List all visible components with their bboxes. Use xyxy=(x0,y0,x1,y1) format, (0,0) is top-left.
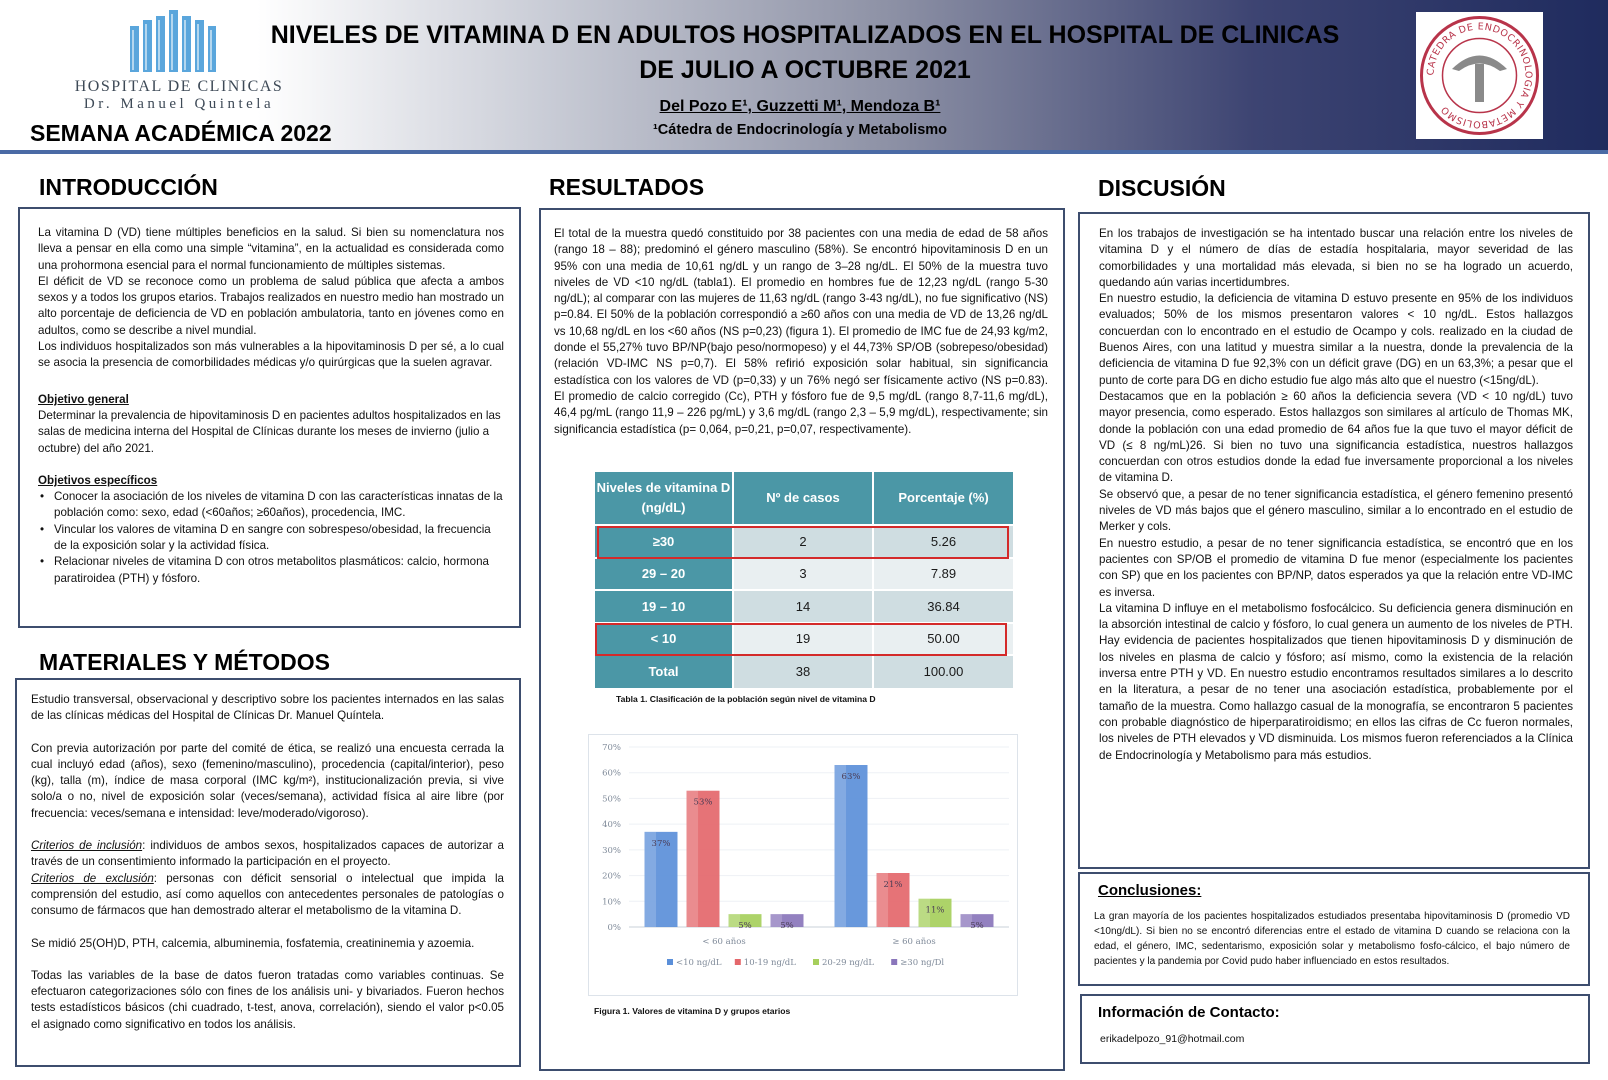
obj-general-text: Determinar la prevalencia de hipovitaminosis D en pacientes adultos hospitalizados en las salas de medicina interna del Hospital de Clínicas durante los meses de invierno (julio a octubre) del año 2021. xyxy=(38,408,501,455)
table-cell: 36.84 xyxy=(873,590,1013,623)
discussion-heading: DISCUSIÓN xyxy=(1098,175,1226,201)
conclusions-text: La gran mayoría de los pacientes hospitalizados estudiados presentaba hipovitaminosis D (promedio VD <10ng/dL). Si bien no se encontró diferencias entre el estado de vitamina D cuando se relaciona con la edad, el género, IMC, sedentarismo, exposición solar y metabolismo fosfo-cálcico, el bajo número de pacientes y la pandemia por Covid pudo haber influenciado en estos resultados. xyxy=(1094,911,1570,967)
table-cell: < 10 xyxy=(595,623,733,656)
table-cell: 38 xyxy=(733,655,873,688)
intro-p3: Los individuos hospitalizados son más vulnerables a la hipovitaminosis D per sé, a lo cual se asocia la presencia de comorbilidades médicas y/o quirúrgicas que la suelen agravar. xyxy=(38,340,504,370)
methods-text xyxy=(31,692,504,1033)
methods-p3: Se midió 25(OH)D, PTH, calcemia, albuminemia, fosfatemia, creatininemia y azoemia. xyxy=(31,936,475,950)
methods-p4: Todas las variables de la base de datos fueron tratadas como variables continuas. Se efectuaron categorizaciones sólo con fines de los análisis uni- y bivariados. Fueron hechos tests estadísticos básicos (chi cuadrado, t-test, anova, correlación), siendo el valor p<0.05 el asignado como significativo en todos los análisis. xyxy=(31,968,504,1031)
poster-header xyxy=(0,0,1608,150)
methods-box xyxy=(15,678,521,1067)
table-cell: 50.00 xyxy=(873,623,1013,656)
hospital-subname: Dr. Manuel Quintela xyxy=(83,96,275,112)
data-label: 5% xyxy=(780,921,794,932)
intro-p2: El déficit de VD se reconoce como un problema de salud pública que afecta a ambos sexos y a todos los grupos etarios. Trabajos realizados en nuestro medio han mostrado un alto porcentaje de deficiencia de VD en población ambulatoria, tanto en jóvenes como en adultos, como se describe a nivel mundial. xyxy=(38,274,504,337)
hospital-building-icon xyxy=(130,10,216,72)
discussion-p3: Destacamos que en la población ≥ 60 años la deficiencia severa (VD < 10 ng/dL) tuvo mayor presencia, como esperado. Estos hallazgos son similares al artículo de Thomas MK, donde la población con una edad promedio de 64 años fue la que tuvo el mayor déficit de VD (≤ 8 ng/mL)26. Si bien no tuvo una significancia estadística, nuestros hallazgos concuerdan con otros estudios donde la edad fue inversamente proporcional a los niveles de vitamina D. xyxy=(1099,389,1573,485)
seal-icon xyxy=(1416,12,1543,139)
legend-label: 10-19 ng/dL xyxy=(743,958,796,968)
y-tick-label: 50% xyxy=(602,794,621,805)
list-item: • Vincular los valores de vitamina D en sangre con sobrespeso/obesidad, la frecuencia de la exposición solar y la actividad física. xyxy=(38,522,504,555)
x-tick-label: ≥ 60 años xyxy=(892,937,936,947)
figure-caption: Figura 1. Valores de vitamina D y grupos etarios xyxy=(594,1006,791,1016)
intro-heading: INTRODUCCIÓN xyxy=(39,174,218,200)
data-label: 53% xyxy=(693,797,713,808)
discussion-p4: Se observó que, a pesar de no tener significancia estadística, el género femenino presentó niveles de VD más bajos que el género masculino, similar a lo encontrado en el estudio de Merker y cols. xyxy=(1099,487,1573,534)
endocrinology-seal xyxy=(1416,12,1543,139)
contact-heading: Información de Contacto: xyxy=(1098,1004,1280,1021)
table-highlight-10 xyxy=(595,623,1007,656)
affiliation: ¹Cátedra de Endocrinología y Metabolismo xyxy=(652,122,948,138)
discussion-p6: La vitamina D influye en el metabolismo fosfocálcico. Su deficiencia genera disminución en la absorción intestinal de calcio y fósforo, lo cual genera un aumento de los niveles de PTH. Hay evidencia de pacientes hospitalizados que tienen hipovitaminosis D y disminución de los niveles en plasma de calcio y fósforo; así mismo, como la existencia de la relación inversa entre PTH y VD. En nuestro estudio encontramos resultados similares a lo descrito en la literatura, a pesar de no tener una asociación estadística, probablemente por el tamaño de la muestra. Como hallazgo casual de la monografía, se encontraron 5 pacientes con probable diagnóstico de hiperparatiroidismo; en ellos las cifras de Cc fueron normales, los niveles de PTH elevados y VD disminuida. Los mismos fueron referenciados a la Clínica de Endocrinología y Metabolismo para más estudios. xyxy=(1099,601,1573,762)
y-tick-label: 30% xyxy=(602,845,621,856)
obj-general-heading: Objetivo general xyxy=(38,392,129,406)
hospital-name: HOSPITAL DE CLINICAS xyxy=(74,78,284,95)
table-cell: 5.26 xyxy=(873,525,1013,558)
y-tick-label: 20% xyxy=(602,871,621,882)
data-label: 63% xyxy=(841,772,861,782)
inclusion-label: Criterios de inclusión xyxy=(31,839,143,853)
exclusion-criteria xyxy=(31,871,504,920)
poster-title xyxy=(250,18,1360,88)
table-cell: 14 xyxy=(733,590,873,623)
table-header: Nº de casos xyxy=(733,472,873,525)
table-cell: ≥30 xyxy=(595,525,733,558)
table-cell: 7.89 xyxy=(873,558,1013,591)
y-tick-label: 10% xyxy=(602,897,621,908)
contact-email[interactable]: erikadelpozo_91@hotmail.com xyxy=(1100,1033,1245,1045)
y-tick-label: 70% xyxy=(602,743,621,753)
y-tick-label: 0% xyxy=(607,923,621,933)
legend-swatch xyxy=(735,959,741,965)
discussion-p1: En los trabajos de investigación se ha intentado buscar una relación entre los niveles de vitamina D y el número de días de estadía hospitalaria, mayor severidad de las comorbilidades y una mortalidad más elevada, si bien no se ha logrado un acuerdo, quedando aún varias incertidumbres. xyxy=(1099,227,1573,289)
chart-svg xyxy=(589,735,1019,997)
data-label: 21% xyxy=(883,880,903,890)
data-label: 5% xyxy=(970,921,984,932)
conclusions-heading: Conclusiones: xyxy=(1098,882,1202,899)
header-rule xyxy=(0,150,1608,154)
inclusion-text: : individuos de ambos sexos, hospitalizados capaces de autorizar a través de un consentimiento informado la participación en el proyecto. xyxy=(31,839,504,869)
table-cell: 19 xyxy=(733,623,873,656)
results-text: El total de la muestra quedó constituido por 38 pacientes con una media de edad de 58 años (rango 18 – 88); predominó el género masculino (58%). Se encontró hipovitaminosis D en un 95% con una media de 10,61 ng/dL y un rango de 3–28 ng/dL. El 50% de la muestra tuvo niveles de VD <10 ng/dL (tabla1). El promedio en hombres fue de 12,23 ng/dL (rango 5-30 ng/dL); al comparar con las mujeres de 11,63 ng/dL (rango 3-43 ng/dL), no fue significativo (NS) p=0.84. El 50% de la población correspondió a ≥60 años con una media de VD de 13,26 ng/dL vs 10,68 ng/dL en los <60 años (NS p=0,23) (figura 1). El promedio de IMC fue de 24,93 kg/m2, donde el 55,27% tuvo BP/NP(bajo peso/normopeso) y el 44,73% SP/OB (sobrepeso/obesidad) (relación VD-IMC NS p=0,7). El 58% refirió exposición solar habitual, sin significancia estadística con los valores de VD (p=0,33) y un 76% negó ser físicamente activo (NS p=0.83). El promedio de calcio corregido (Cc), PTH y fósforo fue de 9,5 mg/dL (rango 8,7-11,6 mg/dL), 46,4 pg/mL (rango 11,9 – 226 pg/mL) y 3,6 mg/dL (rango 2,3 – 5,9 mg/dL), respectivamente; sin significancia estadística (p= 0,064, p=0,21, p=0,07, respectivamente). xyxy=(554,227,1048,436)
exclusion-text: : personas con déficit sensorial o intelectual que impida la comprensión del estudio, así como aquellos con antecedentes personales de patologías o consumo de fármacos que han demostrado alterar el metabolismo de la vitamina D. xyxy=(31,871,504,918)
x-tick-label: < 60 años xyxy=(702,937,746,947)
chart-bar-sheen xyxy=(835,765,847,927)
y-tick-label: 60% xyxy=(602,768,621,779)
methods-p2: Con previa autorización por parte del comité de ética, se realizó una encuesta cerrada la cual incluyó edad (años), sexo (femenino/masculino), procedencia (capital/interior), peso (kg), talla (m), índice de masa corporal (IMC kg/m²), institucionalización previa, si vive solo/a o no, nivel de exposición solar (veces/semana), actividad física al aire libre (por frecuencia: veces/semana e intensidad: leve/moderado/vigoroso). xyxy=(31,741,504,820)
table-caption: Tabla 1. Clasificación de la población según nivel de vitamina D xyxy=(616,694,876,704)
y-tick-label: 40% xyxy=(602,820,621,831)
table-cell: Total xyxy=(595,655,733,688)
obj-especificos-list xyxy=(38,489,504,587)
poster-title-line1: NIVELES DE VITAMINA D EN ADULTOS HOSPITALIZADOS EN EL HOSPITAL DE CLINICAS xyxy=(270,21,1340,49)
exclusion-label: Criterios de exclusión xyxy=(31,871,154,885)
legend-label: ≥30 ng/Dl xyxy=(900,958,945,968)
legend-swatch xyxy=(667,959,673,965)
discussion-text xyxy=(1099,226,1573,764)
legend-label: <10 ng/dL xyxy=(676,958,722,968)
table-cell: 100.00 xyxy=(873,655,1013,688)
table-cell: 19 – 10 xyxy=(595,590,733,623)
table-header: Porcentaje (%) xyxy=(873,472,1013,525)
legend-swatch xyxy=(813,959,819,965)
inclusion-criteria xyxy=(31,838,504,871)
data-label: 11% xyxy=(925,905,945,916)
discussion-p5: En nuestro estudio, a pesar de no tener significancia estadística, se encontró que en los pacientes con SP/OB el promedio de vitamina D fue menor (especialmente los pacientes con SP) que en los pacientes con BP/NP, datos esperados ya que la relación entre VD-IMC es inversa. xyxy=(1099,536,1573,599)
data-label: 5% xyxy=(738,921,752,932)
table-row xyxy=(595,590,1013,623)
methods-heading: MATERIALES Y MÉTODOS xyxy=(39,649,330,675)
poster-title-line2: DE JULIO A OCTUBRE 2021 xyxy=(639,56,971,84)
data-label: 37% xyxy=(651,838,671,849)
table-cell: 2 xyxy=(733,525,873,558)
vitamin-d-chart xyxy=(588,734,1018,996)
table-cell: 3 xyxy=(733,558,873,591)
table-header: Niveles de vitamina D (ng/dL) xyxy=(595,472,733,525)
intro-text xyxy=(38,225,504,587)
table-header-row xyxy=(595,472,1013,525)
discussion-p2: En nuestro estudio, la deficiencia de vitamina D estuvo presente en 95% de los individuos evaluados; 50% de los mismos presentaron valores < 10 ng/dL. Estos hallazgos concuerdan con lo encontrado en el estudio de Ocampo y cols. realizado en la ciudad de Buenos Aires, con una latitud y muestra similar a la nuestra, donde la prevalencia de la deficiencia de vitamina D fue 92,3% con un déficit grave (DG) en un 63,3%; a pesar que el punto de corte para DG en dicho estudio fue algo más alto que el nuestro (<15ng/dL). xyxy=(1099,292,1573,387)
results-heading: RESULTADOS xyxy=(549,174,705,200)
seal-text: CATEDRA DE ENDOCRINOLOGIA Y METABOLISMO xyxy=(1425,21,1534,130)
methods-p1: Estudio transversal, observacional y descriptivo sobre los pacientes internados en las salas de las clínicas médicas del Hospital de Clínicas Dr. Manuel Quíntela. xyxy=(31,693,504,723)
authors: Del Pozo E¹, Guzzetti M¹, Mendoza B¹ xyxy=(659,98,941,115)
discussion-box xyxy=(1078,212,1590,869)
obj-especificos-heading: Objetivos específicos xyxy=(38,473,158,487)
table-cell: 29 – 20 xyxy=(595,558,733,591)
intro-box xyxy=(18,207,521,628)
list-item: • Conocer la asociación de los niveles de vitamina D con las características innatas de la población como: sexo, edad (<60años; ≥60años), procedencia, IMC. xyxy=(38,489,504,522)
intro-p1: La vitamina D (VD) tiene múltiples beneficios en la salud. Si bien su nomenclatura nos lleva a pensar en ella como una simple “vitamina”, en la actualidad es considerada como una prohormona esencial para el normal funcionamiento de múltiples sistemas. xyxy=(38,226,504,272)
chart-bar-sheen xyxy=(687,791,699,927)
table-row xyxy=(595,558,1013,591)
legend-swatch xyxy=(891,959,897,965)
legend-label: 20-29 ng/dL xyxy=(822,958,875,968)
event-title: SEMANA ACADÉMICA 2022 xyxy=(30,120,332,146)
table-highlight-30 xyxy=(597,526,1009,559)
table-row xyxy=(595,655,1013,688)
list-item: • Relacionar niveles de vitamina D con otros metabolitos plasmáticos: calcio, hormona paratiroidea (PTH) y fósforo. xyxy=(38,554,504,587)
